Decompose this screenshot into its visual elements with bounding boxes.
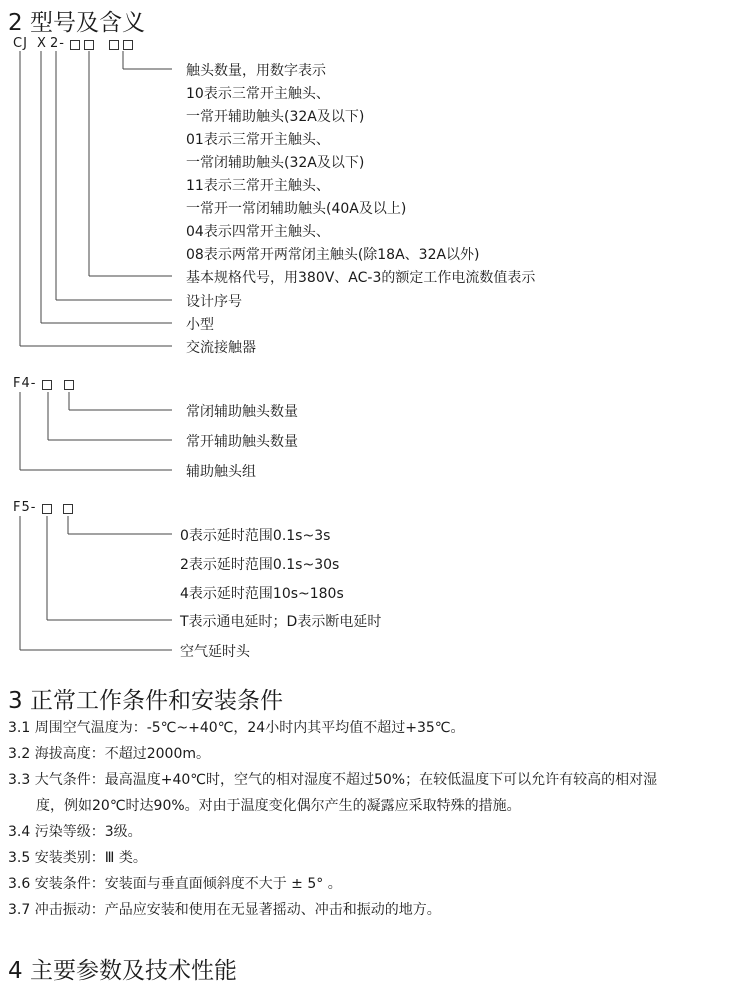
item-number: 3.4	[8, 824, 31, 840]
placeholder-box	[42, 504, 52, 514]
section-3-heading: 3 正常工作条件和安装条件	[8, 688, 283, 714]
model1-label: 一常闭辅助触头(32A及以下)	[186, 155, 365, 171]
model-code-prefix: CJ	[13, 36, 28, 51]
model3-label: 2表示延时范围0.1s~30s	[180, 557, 340, 573]
model2-code-prefix: F4-	[13, 376, 37, 391]
model2-label: 辅助触头组	[186, 464, 256, 480]
condition-item-continuation: 度，例如20℃时达90%。对由于温度变化偶尔产生的凝露应采取特殊的措施。	[36, 798, 521, 814]
model3-label: 0表示延时范围0.1s~3s	[180, 528, 331, 544]
placeholder-box	[64, 380, 74, 390]
section-2-heading: 2 型号及含义	[8, 10, 145, 36]
item-text: 大气条件：最高温度+40℃时，空气的相对湿度不超过50%；在较低温度下可以允许有较高的相对湿	[34, 772, 658, 788]
model3-label: 4表示延时范围10s~180s	[180, 586, 344, 602]
condition-item	[8, 899, 441, 919]
item-number: 3.3	[8, 772, 31, 788]
model3-label: 空气延时头	[180, 644, 250, 660]
model1-label: 交流接触器	[186, 340, 256, 356]
item-text: 海拔高度：不超过2000m。	[34, 746, 210, 762]
item-number: 3.1	[8, 720, 31, 736]
model2-label: 常闭辅助触头数量	[186, 404, 298, 420]
condition-item	[8, 873, 342, 893]
model1-label: 一常开一常闭辅助触头(40A及以上)	[186, 201, 407, 217]
model1-label: 08表示两常开两常闭主触头(除18A、32A以外)	[186, 247, 480, 263]
model1-label: 小型	[186, 317, 214, 333]
model3-label: T表示通电延时；D表示断电延时	[180, 614, 382, 630]
model3-code-prefix: F5-	[13, 500, 37, 515]
model1-label: 基本规格代号，用380V、AC-3的额定工作电流数值表示	[186, 270, 536, 286]
model1-label: 触头数量，用数字表示	[186, 63, 326, 79]
item-number: 3.2	[8, 746, 31, 762]
model1-label: 设计序号	[186, 294, 242, 310]
placeholder-box	[42, 380, 52, 390]
condition-item	[8, 717, 464, 737]
model2-label: 常开辅助触头数量	[186, 434, 298, 450]
item-number: 3.7	[8, 902, 31, 918]
item-number: 3.5	[8, 850, 31, 866]
item-text: 冲击振动：产品应安装和使用在无显著摇动、冲击和振动的地方。	[34, 902, 441, 918]
section-4-heading: 4 主要参数及技术性能	[8, 958, 237, 984]
model1-label: 一常开辅助触头(32A及以下)	[186, 109, 365, 125]
model1-label: 01表示三常开主触头、	[186, 132, 330, 148]
model1-label: 10表示三常开主触头、	[186, 86, 330, 102]
item-text: 安装类别：Ⅲ 类。	[34, 850, 147, 866]
model1-label: 04表示四常开主触头、	[186, 224, 330, 240]
model-code-design: 2-	[50, 36, 65, 51]
item-number: 3.6	[8, 876, 31, 892]
model1-label: 11表示三常开主触头、	[186, 178, 330, 194]
item-text: 污染等级：3级。	[34, 824, 142, 840]
condition-item	[8, 821, 142, 841]
condition-item	[8, 743, 210, 763]
condition-item	[8, 769, 657, 789]
item-text: 周围空气温度为：-5℃~+40℃，24小时内其平均值不超过+35℃。	[34, 720, 465, 736]
model-code-x: X	[37, 36, 47, 51]
placeholder-box	[63, 504, 73, 514]
item-text: 安装条件：安装面与垂直面倾斜度不大于 ± 5° 。	[34, 876, 342, 892]
condition-item	[8, 847, 147, 867]
